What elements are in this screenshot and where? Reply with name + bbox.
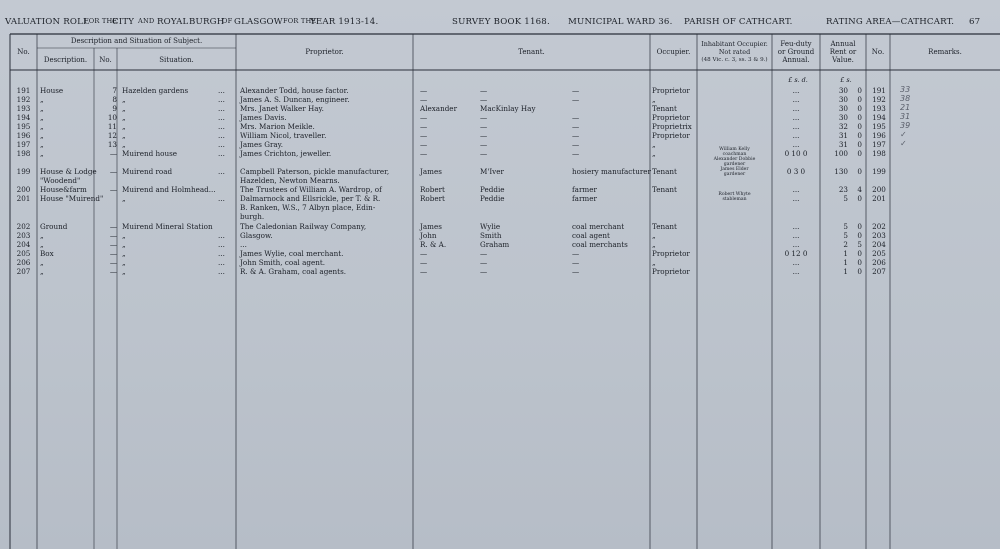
- cell-num: 12: [107, 131, 117, 140]
- cell-sitd: ...: [218, 104, 225, 113]
- cell-no3: 203: [872, 231, 886, 240]
- table-row: [0, 86, 1000, 95]
- cell-occ: Tenant: [652, 104, 677, 113]
- cell-num: 9: [112, 104, 117, 113]
- table-row: [0, 240, 1000, 249]
- cell-no3: 201: [872, 194, 886, 203]
- cell-t2: Smith: [480, 231, 502, 240]
- cell-no: 195: [16, 122, 31, 131]
- cell-no: 198: [16, 149, 31, 158]
- cell-rent-s: 4: [857, 185, 862, 194]
- handwritten-remark: 38: [900, 94, 911, 103]
- cell-prop: Mrs. Marion Meikle.: [240, 122, 315, 131]
- cell-num: —: [109, 167, 117, 176]
- cell-t2: Peddie: [480, 185, 505, 194]
- cell-rent-s: 0: [857, 122, 862, 131]
- cell-no: 202: [16, 222, 31, 231]
- cell-no: 206: [16, 258, 31, 267]
- cell-num: —: [109, 267, 117, 276]
- table-row: [0, 258, 1000, 267]
- cell-t2: Peddie: [480, 194, 505, 203]
- cell-feu: ...: [792, 231, 800, 240]
- cell-prop: ...: [240, 240, 247, 249]
- cell-rent: 5: [843, 231, 848, 240]
- cell-no: 205: [16, 249, 31, 258]
- table-row: [0, 203, 1000, 212]
- cell-t2: MacKinlay Hay: [480, 104, 536, 113]
- cell-t3: farmer: [572, 194, 597, 203]
- cell-occ: Proprietor: [652, 86, 690, 95]
- cell-t3: —: [572, 122, 580, 131]
- inhabitant-note-8: stableman: [722, 197, 747, 202]
- cell-sitd: ...: [218, 95, 225, 104]
- cell-rent: 2: [843, 240, 848, 249]
- col-inhabitant-occupier: Inhabitant Occupier. Not rated (48 Vic. c. 3, ss. 3 & 9.): [701, 40, 768, 63]
- cell-sitd: ...: [218, 122, 225, 131]
- cell-prop: William Nicol, traveller.: [240, 131, 327, 140]
- cell-no3: 205: [872, 249, 886, 258]
- cell-no: 192: [16, 95, 31, 104]
- cell-rent: 31: [838, 140, 848, 149]
- cell-occ: Proprietor: [652, 131, 690, 140]
- table-row: [0, 122, 1000, 131]
- cell-t3: —: [572, 149, 580, 158]
- feu-units: £ s. d.: [788, 76, 808, 84]
- cell-feu: ...: [792, 104, 800, 113]
- col-remarks: Remarks.: [928, 48, 962, 56]
- cell-num: 10: [107, 113, 117, 122]
- table-row: [0, 104, 1000, 113]
- cell-no3: 198: [872, 149, 886, 158]
- cell-rent: 1: [843, 258, 848, 267]
- cell-t2: Wylie: [480, 222, 501, 231]
- cell-no: 196: [16, 131, 31, 140]
- table-row: [0, 95, 1000, 104]
- cell-rent-s: 0: [857, 231, 862, 240]
- cell-sit: „: [122, 113, 126, 122]
- cell-sit: „: [122, 240, 126, 249]
- table-row: [0, 185, 1000, 194]
- table-row: [0, 231, 1000, 240]
- cell-t1: Alexander: [420, 104, 458, 113]
- col-tenant: Tenant.: [518, 48, 545, 56]
- cell-t3: —: [572, 95, 580, 104]
- table-row: [0, 140, 1000, 149]
- cell-feu: 0 3 0: [786, 167, 806, 176]
- cell-sitd: ...: [218, 240, 225, 249]
- cell-rent-s: 0: [857, 258, 862, 267]
- cell-desc: „: [40, 258, 44, 267]
- inhabitant-note-7: Robert Whyte: [718, 192, 751, 197]
- cell-occ: „: [652, 240, 656, 249]
- cell-occ: „: [652, 95, 656, 104]
- cell-num: —: [109, 149, 117, 158]
- cell-t3: —: [572, 267, 580, 276]
- cell-rent: 30: [838, 104, 848, 113]
- cell-no3: 194: [872, 113, 886, 122]
- cell-prop: R. & A. Graham, coal agents.: [240, 267, 347, 276]
- cell-occ: Tenant: [652, 222, 677, 231]
- cell-desc: „: [40, 122, 44, 131]
- cell-no3: 193: [872, 104, 886, 113]
- cell-sitd: ...: [218, 131, 225, 140]
- cell-t2: —: [480, 86, 488, 95]
- cell-t2: M'Iver: [480, 167, 504, 176]
- cell-feu: 0 10 0: [784, 149, 808, 158]
- cell-sit: Muirend road: [122, 167, 173, 176]
- cell-sit: Muirend and Holmhead...: [122, 185, 216, 194]
- cell-desc: „: [40, 104, 44, 113]
- cell-prop: B. Ranken, W.S., 7 Albyn place, Edin-: [240, 203, 376, 212]
- cell-prop: The Caledonian Railway Company,: [240, 222, 367, 231]
- cell-prop: John Smith, coal agent.: [240, 258, 326, 267]
- cell-desc: „: [40, 267, 44, 276]
- cell-rent-s: 0: [857, 86, 862, 95]
- cell-prop: Glasgow.: [240, 231, 273, 240]
- cell-rent-s: 0: [857, 140, 862, 149]
- cell-sit: „: [122, 122, 126, 131]
- col-number: No.: [99, 56, 112, 64]
- cell-t1: —: [420, 113, 428, 122]
- table-row: [0, 222, 1000, 231]
- inhabitant-note-6: gardener: [723, 172, 746, 177]
- cell-sitd: ...: [218, 167, 225, 176]
- cell-sit: Muirend Mineral Station: [122, 222, 213, 231]
- cell-num: —: [109, 258, 117, 267]
- survey-book: SURVEY BOOK 1168.: [452, 17, 550, 27]
- cell-rent-s: 0: [857, 194, 862, 203]
- cell-t2: —: [480, 249, 488, 258]
- page-number: 67: [969, 17, 981, 27]
- cell-rent-s: 0: [857, 267, 862, 276]
- cell-desc: House "Muirend": [40, 194, 104, 203]
- cell-prop: James Wylie, coal merchant.: [240, 249, 344, 258]
- cell-occ: Tenant: [652, 167, 677, 176]
- cell-rent: 5: [843, 222, 848, 231]
- cell-prop: Hazelden, Newton Mearns.: [240, 176, 340, 185]
- cell-occ: Proprietor: [652, 113, 690, 122]
- cell-no3: 202: [872, 222, 886, 231]
- cell-sit: „: [122, 131, 126, 140]
- cell-no: 204: [16, 240, 31, 249]
- col-feu-duty: Feu-duty or Ground Annual.: [777, 40, 815, 64]
- cell-feu: ...: [792, 122, 800, 131]
- cell-prop: James A. S. Duncan, engineer.: [240, 95, 350, 104]
- cell-desc: „: [40, 149, 44, 158]
- cell-t3: coal merchant: [572, 222, 625, 231]
- cell-rent: 31: [838, 131, 848, 140]
- cell-num: 7: [112, 86, 117, 95]
- cell-no3: 206: [872, 258, 886, 267]
- col-no-right: No.: [871, 48, 885, 56]
- cell-desc: „: [40, 231, 44, 240]
- cell-rent-s: 0: [857, 113, 862, 122]
- cell-sit: Muirend house: [122, 149, 178, 158]
- cell-desc: Ground: [40, 222, 68, 231]
- cell-t1: —: [420, 249, 428, 258]
- cell-t2: —: [480, 95, 488, 104]
- table-row: [0, 267, 1000, 276]
- cell-no: 203: [16, 231, 31, 240]
- cell-desc: House: [40, 86, 64, 95]
- cell-t3: —: [572, 86, 580, 95]
- cell-t3: —: [572, 131, 580, 140]
- cell-sit: „: [122, 194, 126, 203]
- cell-t3: coal merchants: [572, 240, 628, 249]
- cell-occ: „: [652, 149, 656, 158]
- cell-sit: „: [122, 267, 126, 276]
- cell-occ: „: [652, 140, 656, 149]
- cell-t3: coal agent: [572, 231, 610, 240]
- cell-rent: 1: [843, 267, 848, 276]
- cell-desc: „: [40, 240, 44, 249]
- cell-num: 13: [107, 140, 117, 149]
- cell-no: 200: [16, 185, 31, 194]
- inhabitant-note-1: William Kelly: [719, 147, 750, 152]
- cell-sit: „: [122, 249, 126, 258]
- header-title: VALUATION ROLL: [5, 17, 89, 27]
- rating-area: RATING AREA—CATHCART.: [826, 17, 955, 27]
- cell-sit: „: [122, 258, 126, 267]
- table-row: [0, 149, 1000, 158]
- cell-t1: —: [420, 258, 428, 267]
- table-row: [0, 249, 1000, 258]
- table-row: [0, 212, 1000, 221]
- cell-prop: Dalmarnock and Ellsrickle, per T. & R.: [240, 194, 381, 203]
- cell-occ: „: [652, 258, 656, 267]
- cell-rent: 30: [838, 113, 848, 122]
- cell-t1: R. & A.: [420, 240, 447, 249]
- cell-rent-s: 0: [857, 222, 862, 231]
- cell-rent-s: 0: [857, 95, 862, 104]
- cell-t2: —: [480, 258, 488, 267]
- cell-no: 191: [16, 86, 31, 95]
- cell-prop: Mrs. Janet Walker Hay.: [240, 104, 324, 113]
- cell-no3: 192: [872, 95, 886, 104]
- cell-sitd: ...: [218, 231, 225, 240]
- cell-prop: James Gray.: [240, 140, 284, 149]
- cell-rent-s: 0: [857, 131, 862, 140]
- cell-t2: —: [480, 113, 488, 122]
- col-no: No.: [17, 48, 30, 56]
- cell-t1: Robert: [420, 194, 445, 203]
- cell-rent: 130: [834, 167, 848, 176]
- cell-prop: Campbell Paterson, pickle manufacturer,: [240, 167, 390, 176]
- cell-sitd: ...: [218, 267, 225, 276]
- col-proprietor: Proprietor.: [305, 48, 344, 56]
- cell-t3: —: [572, 113, 580, 122]
- table-row: [0, 176, 1000, 185]
- table-row: [0, 113, 1000, 122]
- cell-occ: Proprietor: [652, 267, 690, 276]
- cell-feu: ...: [792, 86, 800, 95]
- cell-prop: Alexander Todd, house factor.: [240, 86, 349, 95]
- cell-no: 201: [16, 194, 31, 203]
- handwritten-remark: 21: [900, 103, 911, 112]
- cell-num: 11: [107, 122, 117, 131]
- cell-t1: James: [420, 222, 442, 231]
- cell-occ: Tenant: [652, 185, 677, 194]
- cell-rent: 32: [838, 122, 848, 131]
- cell-feu: ...: [792, 95, 800, 104]
- cell-feu: ...: [792, 258, 800, 267]
- cell-num: 8: [112, 95, 117, 104]
- cell-no: 194: [16, 113, 31, 122]
- cell-num: —: [109, 222, 117, 231]
- cell-prop: The Trustees of William A. Wardrop, of: [240, 185, 382, 194]
- cell-no3: 204: [872, 240, 886, 249]
- cell-sit: „: [122, 231, 126, 240]
- cell-no3: 199: [872, 167, 886, 176]
- cell-t3: —: [572, 249, 580, 258]
- cell-sit: „: [122, 95, 126, 104]
- cell-t1: —: [420, 95, 428, 104]
- cell-rent-s: 0: [857, 104, 862, 113]
- cell-num: —: [109, 231, 117, 240]
- cell-sitd: ...: [218, 113, 225, 122]
- cell-t2: —: [480, 131, 488, 140]
- cell-feu: ...: [792, 267, 800, 276]
- cell-desc: "Woodend": [40, 176, 81, 185]
- table-row: [0, 131, 1000, 140]
- cell-no3: 195: [872, 122, 886, 131]
- cell-rent-s: 0: [857, 149, 862, 158]
- cell-t2: —: [480, 140, 488, 149]
- table-row: [0, 194, 1000, 203]
- cell-t1: Robert: [420, 185, 445, 194]
- cell-desc: Box: [40, 249, 54, 258]
- cell-rent: 100: [834, 149, 848, 158]
- cell-t2: Graham: [480, 240, 510, 249]
- cell-no: 193: [16, 104, 31, 113]
- cell-sit: Hazelden gardens: [122, 86, 189, 95]
- handwritten-remark: 39: [900, 121, 911, 130]
- cell-sitd: ...: [218, 86, 225, 95]
- cell-t1: —: [420, 140, 428, 149]
- cell-sitd: ...: [218, 194, 225, 203]
- inhabitant-note-5: James Elder: [720, 167, 749, 172]
- cell-no3: 207: [872, 267, 886, 276]
- cell-occ: Proprietor: [652, 249, 690, 258]
- municipal-ward: MUNICIPAL WARD 36.: [568, 17, 673, 27]
- cell-rent: 5: [843, 194, 848, 203]
- cell-rent: 1: [843, 249, 848, 258]
- cell-feu: ...: [792, 222, 800, 231]
- cell-prop: James Crichton, jeweller.: [240, 149, 332, 158]
- cell-num: —: [109, 185, 117, 194]
- col-description-group: Description and Situation of Subject.: [70, 37, 203, 45]
- cell-t1: John: [420, 231, 437, 240]
- col-annual-rent: Annual Rent or Value.: [829, 40, 857, 64]
- handwritten-remark: ✓: [900, 130, 907, 139]
- cell-sitd: ...: [218, 258, 225, 267]
- cell-rent-s: 0: [857, 167, 862, 176]
- cell-no3: 196: [872, 131, 886, 140]
- col-situation: Situation.: [159, 56, 194, 64]
- cell-sitd: ...: [218, 140, 225, 149]
- cell-no3: 191: [872, 86, 886, 95]
- inhabitant-note-2: coachman: [722, 152, 747, 157]
- cell-no3: 197: [872, 140, 886, 149]
- cell-rent-s: 0: [857, 249, 862, 258]
- cell-rent: 23: [838, 185, 848, 194]
- cell-sit: „: [122, 104, 126, 113]
- cell-t3: —: [572, 258, 580, 267]
- cell-desc: „: [40, 95, 44, 104]
- col-occupier: Occupier.: [656, 48, 691, 56]
- cell-num: —: [109, 249, 117, 258]
- cell-desc: House & Lodge: [40, 167, 97, 176]
- cell-t2: —: [480, 149, 488, 158]
- handwritten-remark: 31: [900, 112, 911, 121]
- cell-feu: ...: [792, 113, 800, 122]
- cell-prop: burgh.: [240, 212, 265, 221]
- page-header: VALUATION ROLL FOR THE CITY AND ROYAL BURGH OF GLASGOW FOR THE YEAR 1913-14. SURVEY BOOK 1168. MUNICIPAL WARD 36. PARISH OF CATHCART. RATING AREA—CATHCART. 67: [5, 17, 981, 27]
- cell-desc: „: [40, 140, 44, 149]
- cell-occ: Proprietrix: [652, 122, 692, 131]
- cell-prop: James Davis.: [240, 113, 287, 122]
- cell-rent: 30: [838, 95, 848, 104]
- cell-feu: ...: [792, 140, 800, 149]
- cell-feu: ...: [792, 194, 800, 203]
- table-row: [0, 167, 1000, 176]
- cell-no: 207: [16, 267, 31, 276]
- cell-no3: 200: [872, 185, 886, 194]
- parish: PARISH OF CATHCART.: [684, 17, 793, 27]
- cell-t3: —: [572, 140, 580, 149]
- cell-t2: —: [480, 122, 488, 131]
- cell-sit: „: [122, 140, 126, 149]
- cell-num: —: [109, 240, 117, 249]
- handwritten-remark: 33: [900, 85, 911, 94]
- cell-t2: —: [480, 267, 488, 276]
- cell-t1: —: [420, 131, 428, 140]
- inhabitant-note-4: gardener: [723, 162, 746, 167]
- cell-t1: James: [420, 167, 442, 176]
- cell-t1: —: [420, 86, 428, 95]
- cell-rent: 30: [838, 86, 848, 95]
- cell-no: 199: [16, 167, 31, 176]
- cell-desc: House&farm: [40, 185, 87, 194]
- cell-feu: 0 12 0: [784, 249, 808, 258]
- cell-sitd: ...: [218, 149, 225, 158]
- cell-t1: —: [420, 267, 428, 276]
- cell-no: 197: [16, 140, 31, 149]
- cell-t3: farmer: [572, 185, 597, 194]
- handwritten-remark: ✓: [900, 139, 907, 148]
- cell-occ: „: [652, 231, 656, 240]
- cell-desc: „: [40, 113, 44, 122]
- cell-t3: hosiery manufacturer: [572, 167, 651, 176]
- cell-sitd: ...: [218, 249, 225, 258]
- cell-t1: —: [420, 122, 428, 131]
- cell-feu: ...: [792, 131, 800, 140]
- cell-feu: ...: [792, 240, 800, 249]
- cell-t1: —: [420, 149, 428, 158]
- inhabitant-note-3: Alexander Dobbie: [713, 157, 756, 162]
- col-description: Description.: [43, 56, 88, 64]
- annual-units: £ s.: [840, 76, 852, 84]
- cell-desc: „: [40, 131, 44, 140]
- cell-rent-s: 5: [857, 240, 862, 249]
- cell-feu: ...: [792, 185, 800, 194]
